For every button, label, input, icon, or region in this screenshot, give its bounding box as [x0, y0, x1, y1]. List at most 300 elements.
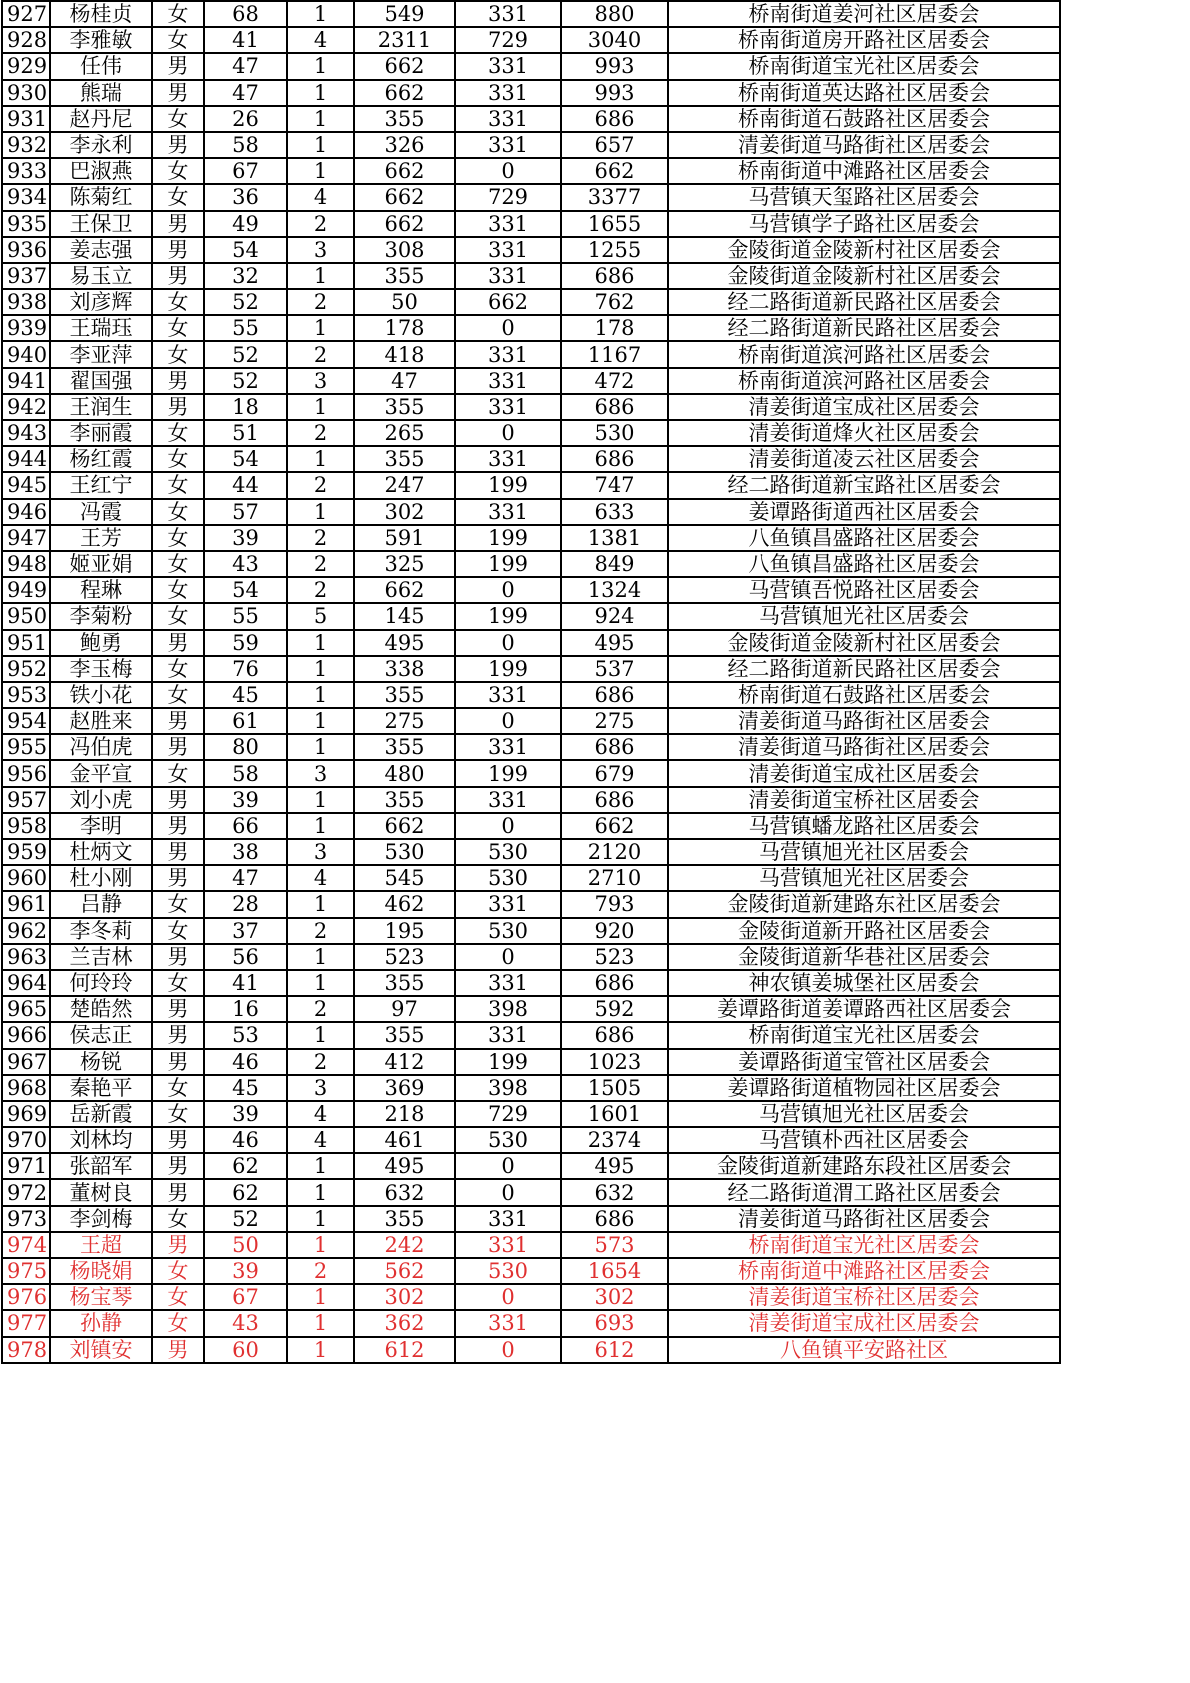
cell-name: 杨晓娟 [50, 1258, 152, 1284]
cell-amount-b: 0 [455, 813, 561, 839]
cell-age: 16 [204, 996, 287, 1022]
table-row [2, 420, 1060, 446]
cell-community: 姜谭路街道宝管社区居委会 [668, 1049, 1060, 1075]
cell-gender: 女 [152, 420, 204, 446]
cell-household-size: 1 [287, 158, 354, 184]
cell-age: 39 [204, 525, 287, 551]
cell-gender: 女 [152, 1258, 204, 1284]
cell-age: 26 [204, 106, 287, 132]
cell-row-number: 957 [2, 787, 50, 813]
cell-amount-b: 331 [455, 394, 561, 420]
cell-amount-b: 199 [455, 656, 561, 682]
cell-gender: 男 [152, 708, 204, 734]
cell-age: 68 [204, 1, 287, 27]
cell-amount-a: 308 [354, 237, 455, 263]
cell-community: 清姜街道马路街社区居委会 [668, 1206, 1060, 1232]
cell-name: 孙静 [50, 1310, 152, 1336]
cell-amount-b: 398 [455, 996, 561, 1022]
cell-name: 杨宝琴 [50, 1284, 152, 1310]
cell-household-size: 2 [287, 472, 354, 498]
cell-gender: 女 [152, 1284, 204, 1310]
cell-row-number: 937 [2, 263, 50, 289]
cell-total: 793 [561, 891, 668, 917]
cell-name: 程琳 [50, 577, 152, 603]
table-row [2, 865, 1060, 891]
table-row [2, 891, 1060, 917]
cell-community: 金陵街道新建路东段社区居委会 [668, 1153, 1060, 1179]
cell-row-number: 956 [2, 760, 50, 786]
cell-amount-a: 662 [354, 813, 455, 839]
cell-total: 495 [561, 630, 668, 656]
cell-age: 56 [204, 944, 287, 970]
cell-amount-a: 662 [354, 184, 455, 210]
table-row [2, 1179, 1060, 1205]
cell-community: 桥南街道房开路社区居委会 [668, 27, 1060, 53]
cell-amount-a: 355 [354, 1022, 455, 1048]
cell-amount-b: 331 [455, 1232, 561, 1258]
cell-household-size: 3 [287, 839, 354, 865]
cell-name: 杨桂贞 [50, 1, 152, 27]
cell-amount-a: 562 [354, 1258, 455, 1284]
cell-name: 任伟 [50, 53, 152, 79]
cell-age: 52 [204, 341, 287, 367]
cell-row-number: 932 [2, 132, 50, 158]
table-row [2, 1310, 1060, 1336]
table-row [2, 944, 1060, 970]
cell-household-size: 1 [287, 315, 354, 341]
cell-gender: 男 [152, 80, 204, 106]
cell-community: 经二路街道新宝路社区居委会 [668, 472, 1060, 498]
table-row [2, 211, 1060, 237]
cell-amount-b: 0 [455, 1284, 561, 1310]
cell-amount-a: 362 [354, 1310, 455, 1336]
table-row [2, 1284, 1060, 1310]
cell-name: 冯霞 [50, 499, 152, 525]
cell-amount-a: 218 [354, 1101, 455, 1127]
cell-name: 刘彦辉 [50, 289, 152, 315]
cell-age: 58 [204, 132, 287, 158]
cell-household-size: 1 [287, 891, 354, 917]
cell-age: 53 [204, 1022, 287, 1048]
cell-gender: 男 [152, 787, 204, 813]
cell-age: 47 [204, 80, 287, 106]
cell-total: 686 [561, 787, 668, 813]
cell-community: 桥南街道石鼓路社区居委会 [668, 106, 1060, 132]
cell-age: 52 [204, 289, 287, 315]
table-row [2, 1101, 1060, 1127]
table-row [2, 472, 1060, 498]
cell-amount-b: 530 [455, 918, 561, 944]
cell-total: 880 [561, 1, 668, 27]
cell-age: 44 [204, 472, 287, 498]
cell-community: 桥南街道滨河路社区居委会 [668, 341, 1060, 367]
cell-gender: 女 [152, 525, 204, 551]
cell-row-number: 946 [2, 499, 50, 525]
cell-total: 1167 [561, 341, 668, 367]
cell-community: 桥南街道中滩路社区居委会 [668, 158, 1060, 184]
cell-amount-a: 418 [354, 341, 455, 367]
cell-household-size: 2 [287, 918, 354, 944]
cell-name: 李亚萍 [50, 341, 152, 367]
cell-household-size: 2 [287, 1049, 354, 1075]
cell-age: 50 [204, 1232, 287, 1258]
cell-name: 鲍勇 [50, 630, 152, 656]
cell-amount-b: 0 [455, 420, 561, 446]
cell-gender: 女 [152, 472, 204, 498]
cell-household-size: 3 [287, 760, 354, 786]
cell-age: 36 [204, 184, 287, 210]
cell-community: 清姜街道宝成社区居委会 [668, 760, 1060, 786]
cell-total: 1654 [561, 1258, 668, 1284]
cell-row-number: 928 [2, 27, 50, 53]
cell-gender: 女 [152, 27, 204, 53]
cell-amount-a: 97 [354, 996, 455, 1022]
cell-row-number: 935 [2, 211, 50, 237]
cell-row-number: 959 [2, 839, 50, 865]
cell-community: 清姜街道烽火社区居委会 [668, 420, 1060, 446]
cell-household-size: 1 [287, 1153, 354, 1179]
cell-total: 662 [561, 158, 668, 184]
cell-household-size: 4 [287, 1101, 354, 1127]
table-row [2, 813, 1060, 839]
cell-amount-a: 545 [354, 865, 455, 891]
cell-community: 经二路街道渭工路社区居委会 [668, 1179, 1060, 1205]
cell-household-size: 1 [287, 944, 354, 970]
cell-household-size: 1 [287, 1310, 354, 1336]
table-row [2, 996, 1060, 1022]
cell-amount-a: 369 [354, 1075, 455, 1101]
cell-household-size: 1 [287, 630, 354, 656]
table-row [2, 970, 1060, 996]
cell-age: 43 [204, 1310, 287, 1336]
cell-household-size: 2 [287, 420, 354, 446]
table-row [2, 80, 1060, 106]
cell-amount-a: 355 [354, 734, 455, 760]
cell-row-number: 949 [2, 577, 50, 603]
cell-row-number: 942 [2, 394, 50, 420]
table-row [2, 682, 1060, 708]
cell-row-number: 945 [2, 472, 50, 498]
cell-total: 686 [561, 263, 668, 289]
cell-total: 1023 [561, 1049, 668, 1075]
cell-community: 姜谭路街道植物园社区居委会 [668, 1075, 1060, 1101]
table-row [2, 656, 1060, 682]
cell-age: 18 [204, 394, 287, 420]
cell-amount-a: 523 [354, 944, 455, 970]
cell-gender: 女 [152, 289, 204, 315]
cell-name: 王芳 [50, 525, 152, 551]
cell-community: 经二路街道新民路社区居委会 [668, 656, 1060, 682]
cell-amount-b: 331 [455, 1022, 561, 1048]
cell-community: 姜谭路街道西社区居委会 [668, 499, 1060, 525]
cell-amount-a: 2311 [354, 27, 455, 53]
cell-community: 桥南街道英达路社区居委会 [668, 80, 1060, 106]
cell-amount-a: 355 [354, 1206, 455, 1232]
cell-community: 清姜街道宝成社区居委会 [668, 1310, 1060, 1336]
cell-household-size: 1 [287, 499, 354, 525]
cell-name: 何玲玲 [50, 970, 152, 996]
table-row [2, 918, 1060, 944]
cell-household-size: 1 [287, 734, 354, 760]
cell-community: 清姜街道马路街社区居委会 [668, 708, 1060, 734]
cell-age: 32 [204, 263, 287, 289]
cell-age: 39 [204, 1101, 287, 1127]
table-row [2, 839, 1060, 865]
cell-age: 58 [204, 760, 287, 786]
cell-name: 刘镇安 [50, 1337, 152, 1363]
cell-gender: 男 [152, 132, 204, 158]
cell-name: 杜炳文 [50, 839, 152, 865]
cell-name: 李剑梅 [50, 1206, 152, 1232]
cell-row-number: 967 [2, 1049, 50, 1075]
table-row [2, 184, 1060, 210]
cell-amount-a: 355 [354, 970, 455, 996]
cell-name: 赵丹尼 [50, 106, 152, 132]
cell-name: 吕静 [50, 891, 152, 917]
cell-amount-b: 331 [455, 682, 561, 708]
cell-age: 49 [204, 211, 287, 237]
cell-gender: 女 [152, 341, 204, 367]
cell-household-size: 3 [287, 237, 354, 263]
cell-total: 3377 [561, 184, 668, 210]
cell-amount-a: 530 [354, 839, 455, 865]
table-row [2, 1049, 1060, 1075]
cell-amount-b: 331 [455, 1206, 561, 1232]
cell-household-size: 3 [287, 1075, 354, 1101]
cell-row-number: 970 [2, 1127, 50, 1153]
cell-age: 45 [204, 682, 287, 708]
table-row [2, 551, 1060, 577]
cell-household-size: 1 [287, 80, 354, 106]
cell-household-size: 2 [287, 289, 354, 315]
cell-name: 翟国强 [50, 368, 152, 394]
cell-amount-b: 331 [455, 211, 561, 237]
cell-age: 66 [204, 813, 287, 839]
cell-household-size: 1 [287, 1, 354, 27]
cell-row-number: 972 [2, 1179, 50, 1205]
cell-household-size: 1 [287, 263, 354, 289]
cell-community: 清姜街道马路街社区居委会 [668, 734, 1060, 760]
cell-amount-a: 355 [354, 446, 455, 472]
cell-name: 易玉立 [50, 263, 152, 289]
cell-gender: 女 [152, 184, 204, 210]
cell-gender: 男 [152, 1232, 204, 1258]
cell-household-size: 2 [287, 996, 354, 1022]
cell-community: 金陵街道金陵新村社区居委会 [668, 263, 1060, 289]
cell-name: 王保卫 [50, 211, 152, 237]
cell-row-number: 931 [2, 106, 50, 132]
cell-amount-a: 355 [354, 394, 455, 420]
cell-amount-a: 50 [354, 289, 455, 315]
cell-name: 李永利 [50, 132, 152, 158]
cell-row-number: 950 [2, 603, 50, 629]
table-row [2, 341, 1060, 367]
cell-amount-b: 729 [455, 27, 561, 53]
cell-gender: 女 [152, 106, 204, 132]
cell-name: 兰吉林 [50, 944, 152, 970]
cell-community: 马营镇旭光社区居委会 [668, 865, 1060, 891]
cell-row-number: 933 [2, 158, 50, 184]
cell-total: 530 [561, 420, 668, 446]
cell-amount-a: 145 [354, 603, 455, 629]
table-row [2, 603, 1060, 629]
cell-total: 1655 [561, 211, 668, 237]
cell-name: 巴淑燕 [50, 158, 152, 184]
cell-row-number: 971 [2, 1153, 50, 1179]
cell-total: 849 [561, 551, 668, 577]
table-row [2, 315, 1060, 341]
cell-amount-b: 662 [455, 289, 561, 315]
cell-total: 1381 [561, 525, 668, 551]
cell-community: 八鱼镇昌盛路社区居委会 [668, 525, 1060, 551]
cell-total: 686 [561, 1206, 668, 1232]
cell-row-number: 941 [2, 368, 50, 394]
table-row [2, 289, 1060, 315]
cell-row-number: 973 [2, 1206, 50, 1232]
cell-gender: 女 [152, 891, 204, 917]
cell-total: 924 [561, 603, 668, 629]
cell-amount-b: 0 [455, 944, 561, 970]
cell-total: 472 [561, 368, 668, 394]
cell-row-number: 940 [2, 341, 50, 367]
cell-total: 693 [561, 1310, 668, 1336]
cell-age: 47 [204, 865, 287, 891]
cell-gender: 女 [152, 551, 204, 577]
cell-household-size: 1 [287, 1232, 354, 1258]
cell-total: 993 [561, 80, 668, 106]
cell-row-number: 934 [2, 184, 50, 210]
cell-row-number: 978 [2, 1337, 50, 1363]
cell-row-number: 969 [2, 1101, 50, 1127]
cell-total: 747 [561, 472, 668, 498]
cell-gender: 男 [152, 394, 204, 420]
cell-age: 76 [204, 656, 287, 682]
cell-total: 3040 [561, 27, 668, 53]
cell-age: 52 [204, 368, 287, 394]
cell-community: 桥南街道宝光社区居委会 [668, 1022, 1060, 1048]
cell-amount-a: 461 [354, 1127, 455, 1153]
cell-name: 秦艳平 [50, 1075, 152, 1101]
cell-amount-b: 331 [455, 787, 561, 813]
cell-gender: 男 [152, 1179, 204, 1205]
cell-amount-b: 199 [455, 551, 561, 577]
cell-total: 633 [561, 499, 668, 525]
cell-row-number: 965 [2, 996, 50, 1022]
table-row [2, 263, 1060, 289]
cell-gender: 男 [152, 944, 204, 970]
cell-amount-b: 530 [455, 865, 561, 891]
table-row [2, 237, 1060, 263]
cell-amount-b: 0 [455, 315, 561, 341]
cell-gender: 女 [152, 1310, 204, 1336]
cell-amount-b: 199 [455, 1049, 561, 1075]
cell-community: 金陵街道新开路社区居委会 [668, 918, 1060, 944]
cell-age: 54 [204, 577, 287, 603]
cell-community: 清姜街道马路街社区居委会 [668, 132, 1060, 158]
cell-total: 537 [561, 656, 668, 682]
cell-household-size: 1 [287, 708, 354, 734]
cell-age: 37 [204, 918, 287, 944]
cell-name: 董树良 [50, 1179, 152, 1205]
cell-name: 陈菊红 [50, 184, 152, 210]
table-row [2, 1153, 1060, 1179]
cell-gender: 女 [152, 1206, 204, 1232]
cell-row-number: 943 [2, 420, 50, 446]
cell-total: 178 [561, 315, 668, 341]
cell-household-size: 3 [287, 368, 354, 394]
cell-amount-b: 331 [455, 132, 561, 158]
cell-total: 679 [561, 760, 668, 786]
cell-age: 46 [204, 1127, 287, 1153]
cell-gender: 男 [152, 368, 204, 394]
cell-amount-b: 331 [455, 341, 561, 367]
beneficiary-table [1, 0, 1061, 1364]
cell-amount-a: 302 [354, 1284, 455, 1310]
table-row [2, 132, 1060, 158]
cell-name: 王润生 [50, 394, 152, 420]
cell-amount-b: 530 [455, 1127, 561, 1153]
cell-name: 铁小花 [50, 682, 152, 708]
cell-amount-b: 729 [455, 1101, 561, 1127]
cell-household-size: 4 [287, 865, 354, 891]
cell-age: 39 [204, 1258, 287, 1284]
cell-community: 马营镇朴西社区居委会 [668, 1127, 1060, 1153]
table-row [2, 787, 1060, 813]
cell-total: 632 [561, 1179, 668, 1205]
cell-household-size: 1 [287, 1022, 354, 1048]
cell-total: 686 [561, 734, 668, 760]
cell-amount-b: 530 [455, 1258, 561, 1284]
cell-community: 桥南街道石鼓路社区居委会 [668, 682, 1060, 708]
cell-age: 28 [204, 891, 287, 917]
cell-gender: 女 [152, 760, 204, 786]
cell-age: 59 [204, 630, 287, 656]
table-row [2, 1337, 1060, 1363]
cell-community: 清姜街道宝成社区居委会 [668, 394, 1060, 420]
cell-name: 姬亚娟 [50, 551, 152, 577]
cell-amount-b: 0 [455, 1153, 561, 1179]
cell-household-size: 1 [287, 1337, 354, 1363]
cell-amount-a: 632 [354, 1179, 455, 1205]
cell-amount-a: 591 [354, 525, 455, 551]
cell-household-size: 1 [287, 1206, 354, 1232]
cell-age: 51 [204, 420, 287, 446]
cell-total: 993 [561, 53, 668, 79]
cell-gender: 男 [152, 813, 204, 839]
cell-amount-b: 0 [455, 630, 561, 656]
cell-row-number: 944 [2, 446, 50, 472]
cell-total: 495 [561, 1153, 668, 1179]
cell-gender: 男 [152, 1127, 204, 1153]
cell-amount-a: 662 [354, 53, 455, 79]
cell-name: 李明 [50, 813, 152, 839]
cell-amount-a: 480 [354, 760, 455, 786]
cell-amount-a: 662 [354, 211, 455, 237]
cell-total: 686 [561, 1022, 668, 1048]
cell-name: 王瑞珏 [50, 315, 152, 341]
cell-gender: 女 [152, 1, 204, 27]
cell-amount-b: 331 [455, 446, 561, 472]
cell-household-size: 2 [287, 1258, 354, 1284]
cell-household-size: 2 [287, 551, 354, 577]
cell-age: 45 [204, 1075, 287, 1101]
cell-household-size: 1 [287, 132, 354, 158]
cell-amount-a: 355 [354, 787, 455, 813]
cell-community: 马营镇旭光社区居委会 [668, 603, 1060, 629]
cell-community: 清姜街道宝桥社区居委会 [668, 787, 1060, 813]
cell-amount-b: 331 [455, 237, 561, 263]
cell-gender: 男 [152, 1049, 204, 1075]
